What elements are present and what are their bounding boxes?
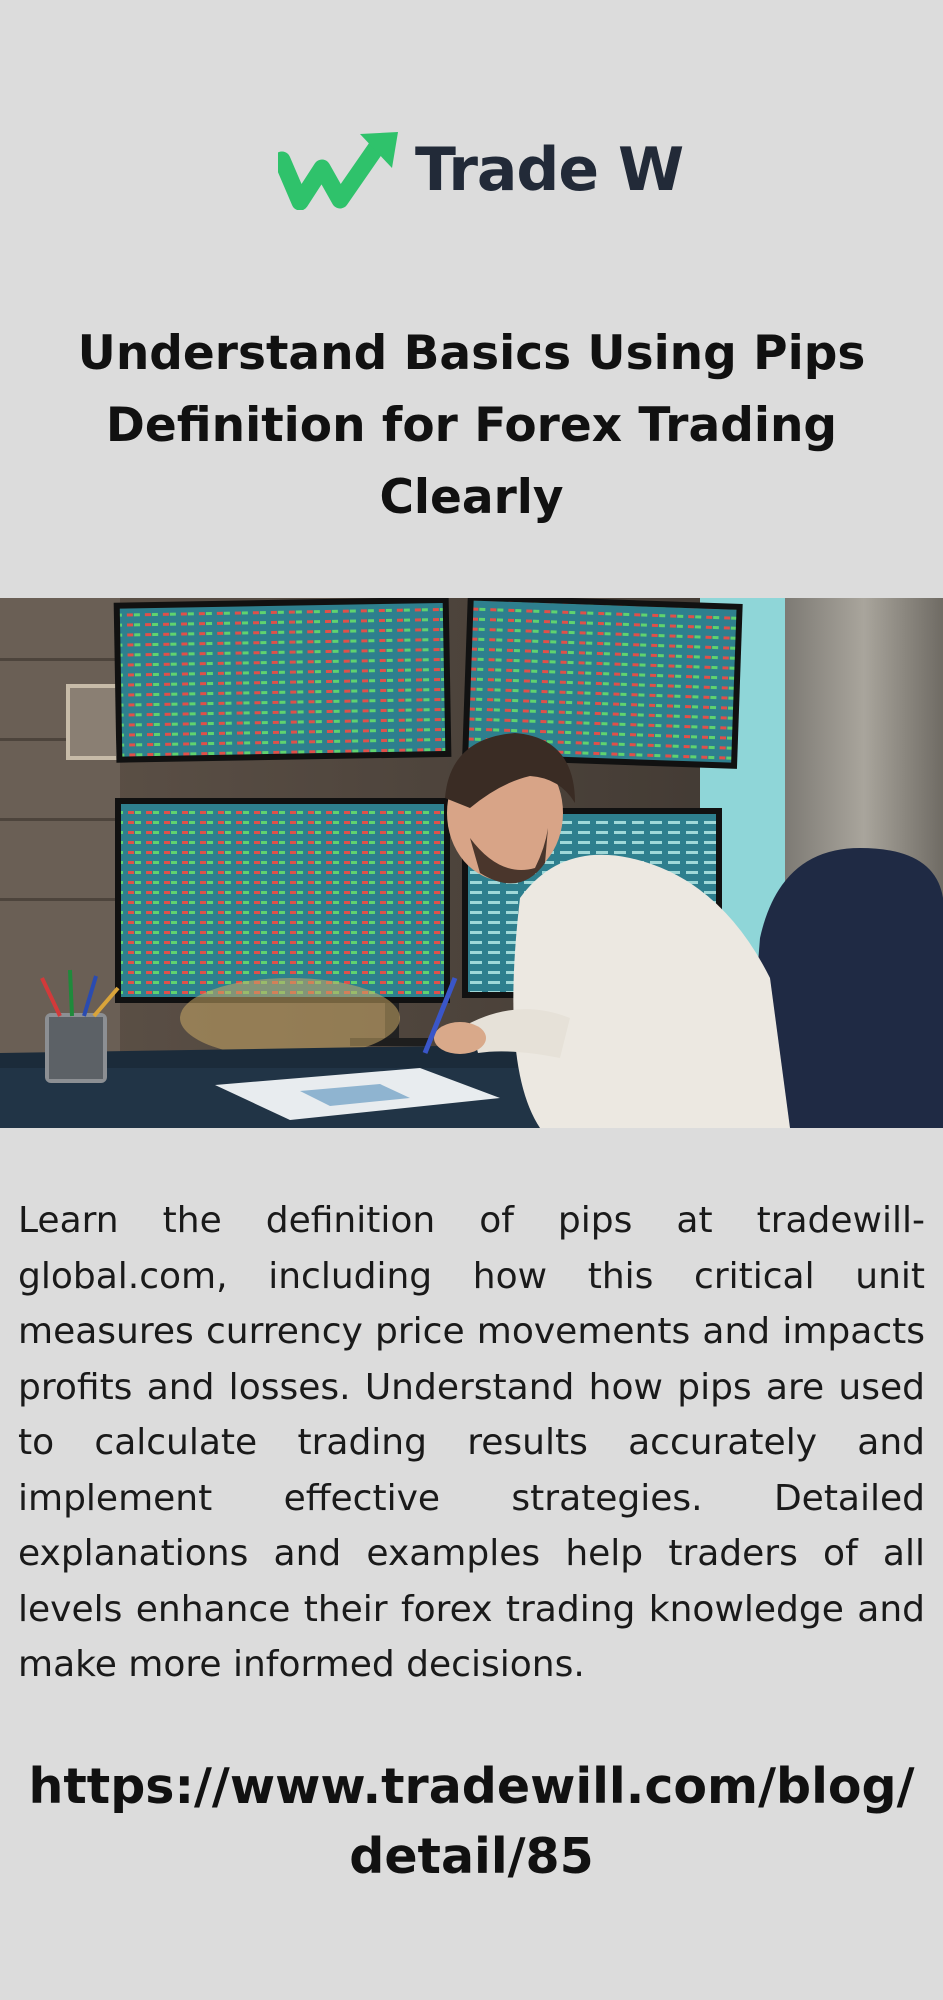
hero-image [0, 598, 943, 1128]
article-link[interactable]: https://www.tradewill.com/blog/detail/85 [28, 1758, 915, 1885]
brand-name: Trade W [415, 135, 684, 205]
trending-arrow-w-icon [278, 130, 403, 210]
page-title: Understand Basics Using Pips Definition for Forex Trading Clearly [77, 326, 866, 525]
trader-photo [0, 598, 943, 1128]
brand-logo [278, 125, 684, 215]
article-description: Learn the definition of pips at tradewill-global.com, including how this critical unit measures currency price movements and impacts profits and losses. Understand how pips are used to calculate trading results accurately and implement effective strategies. Detailed explanations and examples help traders of all levels enhance their forex trading knowledge and make more informed decisions. [18, 1200, 925, 1685]
